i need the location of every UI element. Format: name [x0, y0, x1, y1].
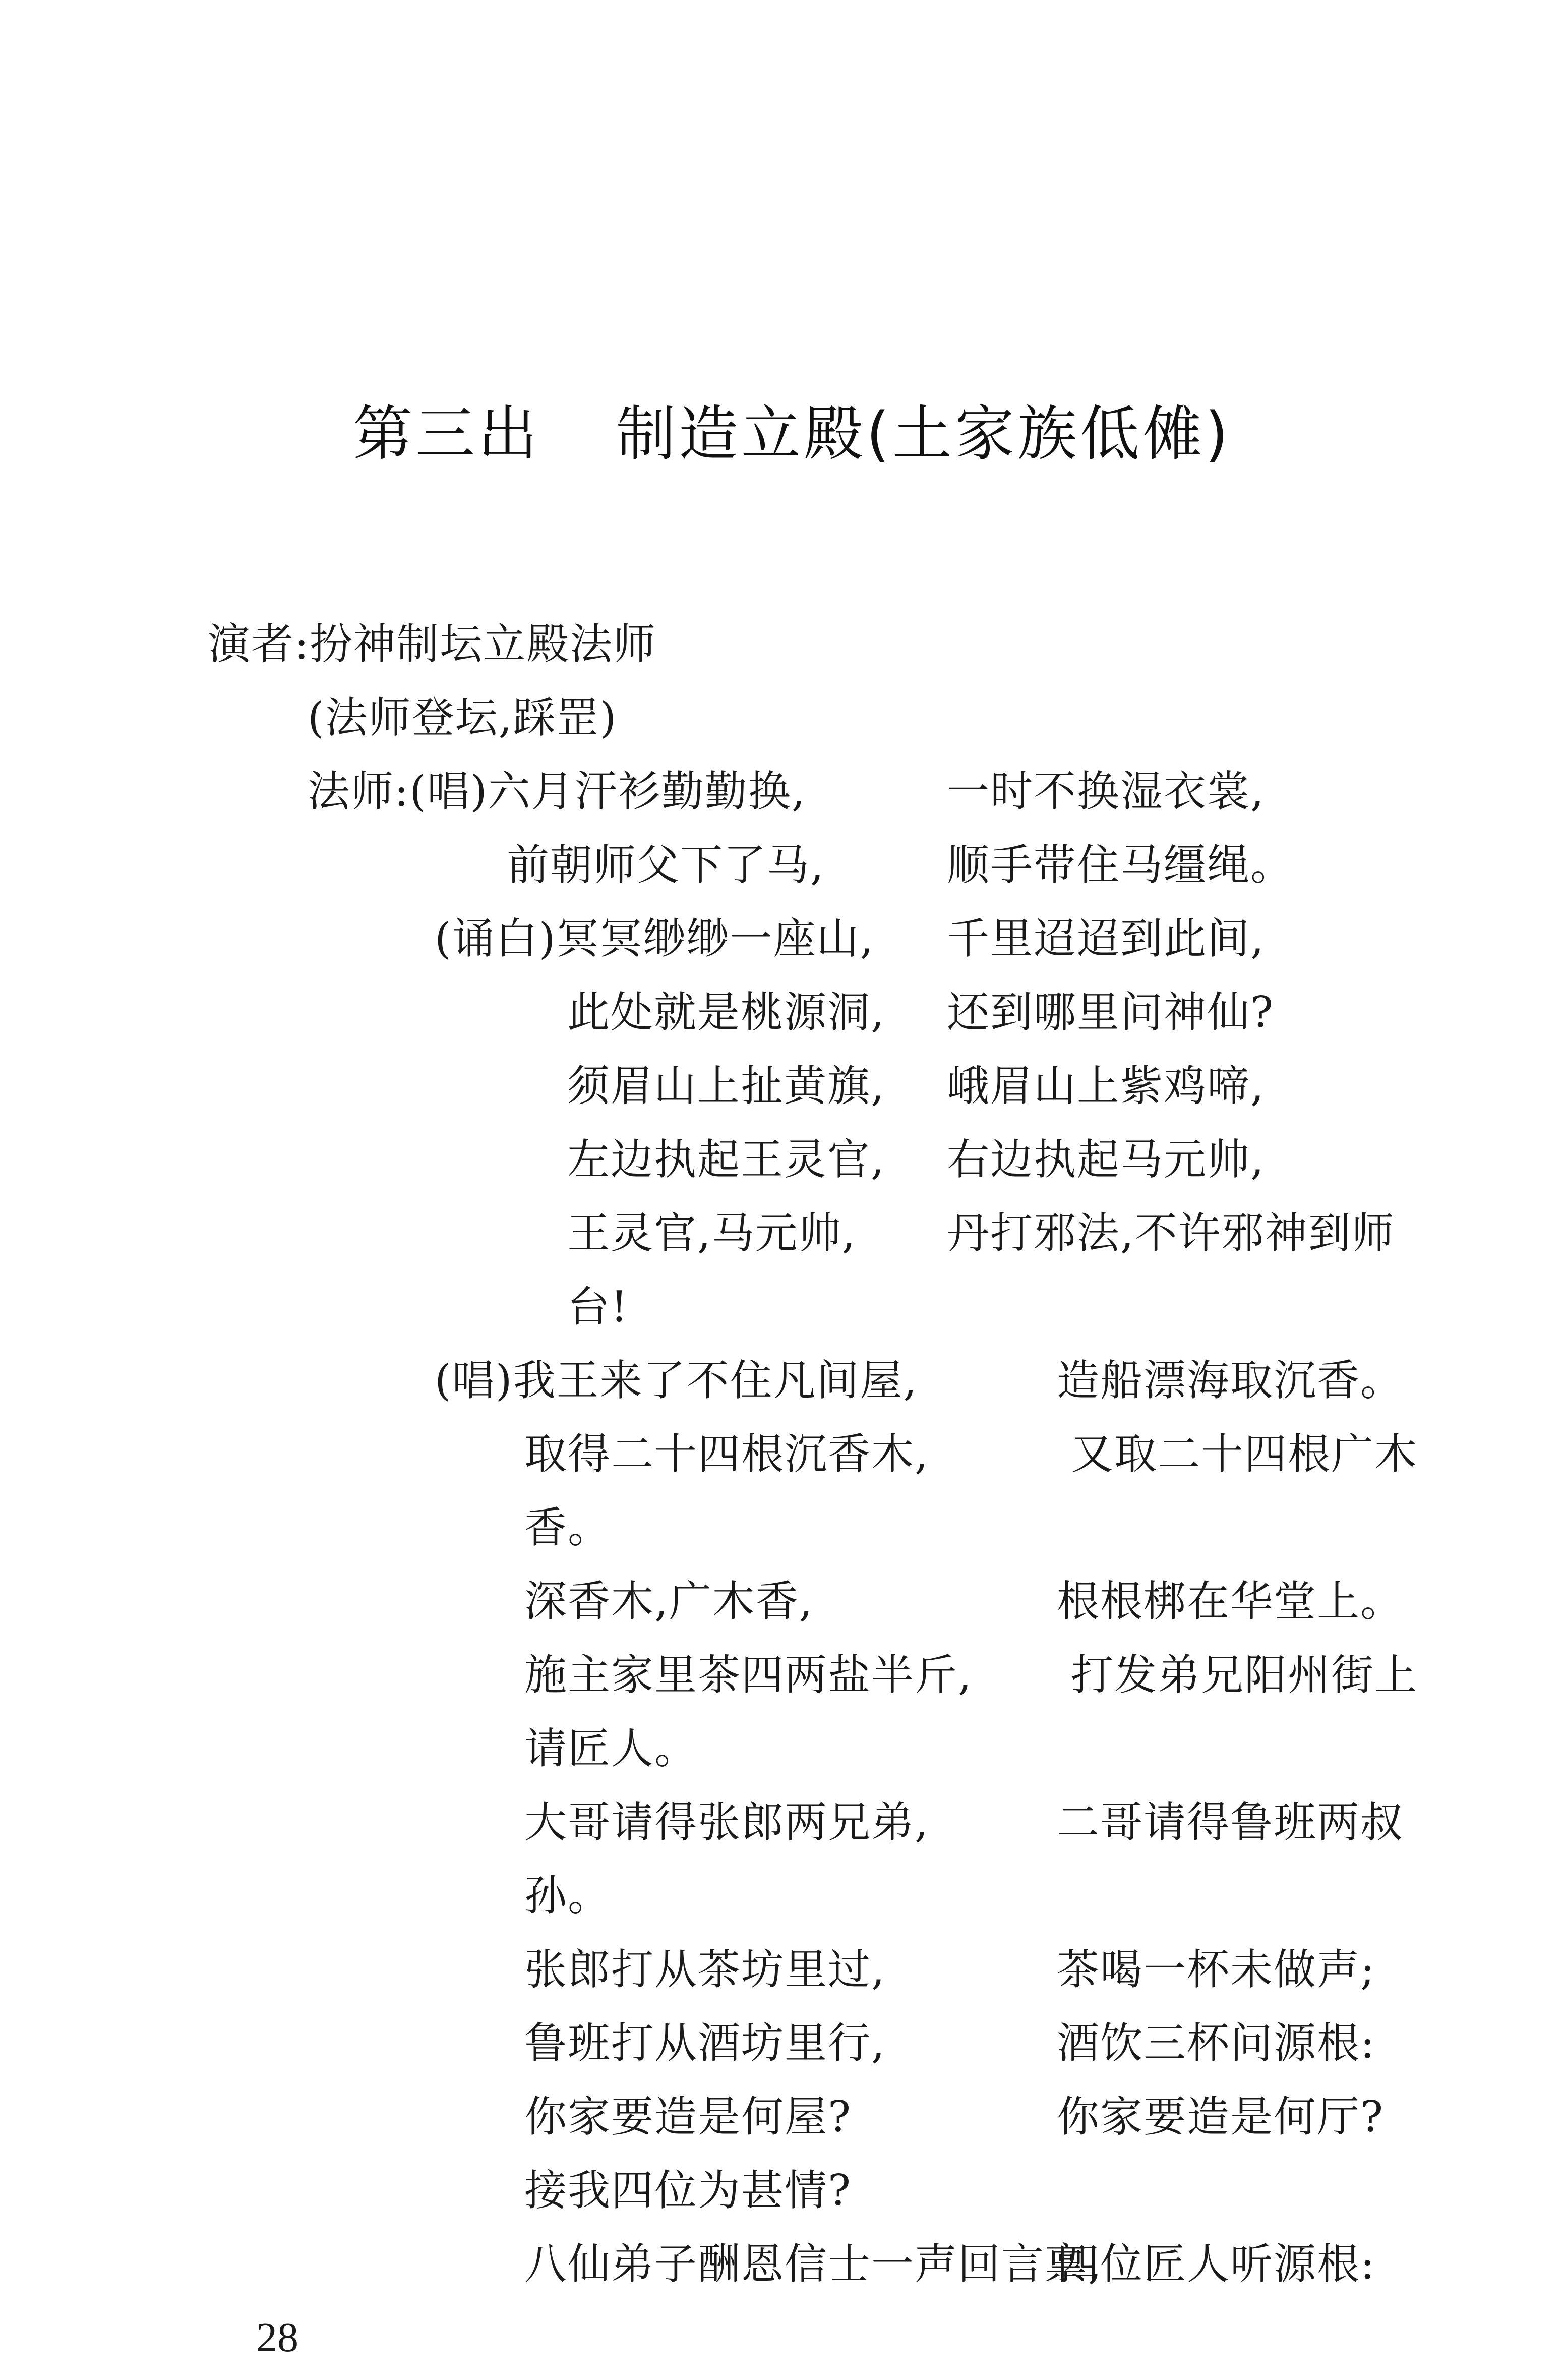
title-part-1: 第三出 [353, 399, 541, 469]
text-line: 大哥请得张郎两兄弟, [524, 1797, 929, 1847]
text-line: (唱)我王来了不住凡间屋, [435, 1356, 918, 1405]
text-line: 右边执起马元帅, [947, 1135, 1265, 1184]
text-line: 又取二十四根广木 [1071, 1429, 1418, 1479]
text-line: 台! [567, 1282, 629, 1331]
page-number: 28 [256, 2314, 298, 2361]
text-line: 还到哪里问神仙? [947, 988, 1275, 1037]
text-line: 此处就是桃源洞, [567, 988, 885, 1037]
text-line: 请匠人。 [524, 1724, 698, 1773]
text-line: 演者:扮神制坛立殿法师 [208, 619, 657, 669]
text-line: 左边执起王灵官, [567, 1135, 885, 1184]
text-line: 顺手带住马缰绳。 [947, 840, 1294, 890]
text-line: 你家要造是何屋? [524, 2092, 852, 2141]
text-line: 香。 [524, 1503, 612, 1552]
text-line: 丹打邪法,不许邪神到师 [947, 1208, 1395, 1258]
text-line: 法师:(唱)六月汗衫勤勤换, [308, 767, 806, 816]
text-line: 酒饮三杯问源根: [1057, 2018, 1376, 2068]
text-line: 前朝师父下了马, [507, 840, 825, 890]
text-line: 张郎打从茶坊里过, [524, 1945, 886, 1994]
text-line: 一时不换湿衣裳, [947, 767, 1265, 816]
text-line: 千里迢迢到此间, [947, 914, 1265, 963]
text-line: 接我四位为甚情? [524, 2166, 852, 2215]
text-line: 须眉山上扯黄旗, [567, 1061, 885, 1111]
text-line: 二哥请得鲁班两叔 [1057, 1797, 1404, 1847]
text-line: 打发弟兄阳州街上 [1071, 1650, 1418, 1700]
text-line: (诵白)冥冥缈缈一座山, [435, 914, 875, 963]
text-line: 根根梆在华堂上。 [1057, 1577, 1404, 1626]
text-line: 取得二十四根沉香木, [524, 1429, 929, 1479]
text-line: 茶喝一杯未做声; [1057, 1945, 1376, 1994]
text-line: 造船漂海取沉香。 [1057, 1356, 1404, 1405]
text-line: 八仙弟子酬恩信士一声回言禀, [524, 2239, 1103, 2289]
text-line: 你家要造是何厅? [1057, 2092, 1385, 2141]
text-line: 四位匠人听源根: [1057, 2239, 1376, 2289]
text-line: 王灵官,马元帅, [567, 1208, 857, 1258]
text-line: 孙。 [524, 1871, 612, 1921]
text-line: 峨眉山上紫鸡啼, [947, 1061, 1265, 1111]
text-line: 施主家里茶四两盐半斤, [524, 1650, 973, 1700]
title-part-2: 制造立殿(土家族低傩) [616, 399, 1232, 469]
text-line: 深香木,广木香, [524, 1577, 814, 1626]
text-line: (法师登坛,踩罡) [308, 693, 618, 742]
text-line: 鲁班打从酒坊里行, [524, 2018, 886, 2068]
page-title [353, 393, 1231, 474]
